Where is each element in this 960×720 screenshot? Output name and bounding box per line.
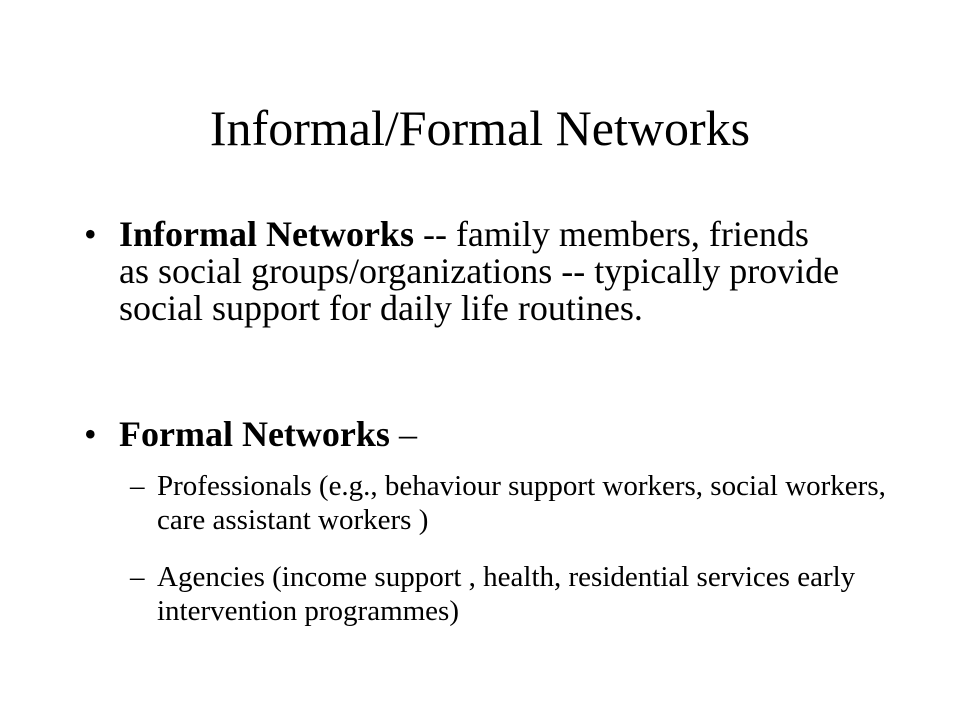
sub-bullet-marker: –: [130, 561, 145, 593]
bullet-marker: •: [84, 414, 97, 454]
sub-bullet-text: Professionals (e.g., behaviour support workers, social workers, care assistant workers ): [157, 470, 886, 536]
bullet-term: Formal Networks: [119, 414, 390, 454]
bullet-text: [119, 416, 844, 453]
bullet-marker: •: [84, 214, 97, 254]
bullet-term: Informal Networks: [119, 214, 414, 254]
sub-bullet-marker: –: [130, 470, 145, 502]
sub-bullet-agencies: [130, 560, 890, 628]
bullet-informal-networks: [84, 216, 844, 327]
bullet-text: [119, 216, 844, 327]
bullet-formal-networks: [84, 416, 844, 453]
slide-title: Informal/Formal Networks: [209, 100, 751, 156]
sub-bullet-professionals: [130, 469, 890, 537]
bullet-description: -- family members, friends as social groups/organizations -- typically provide social support for daily life routines.: [119, 214, 840, 328]
bullet-description: –: [389, 414, 417, 454]
sub-bullet-text: Agencies (income support , health, residential services early intervention programmes): [157, 561, 856, 627]
